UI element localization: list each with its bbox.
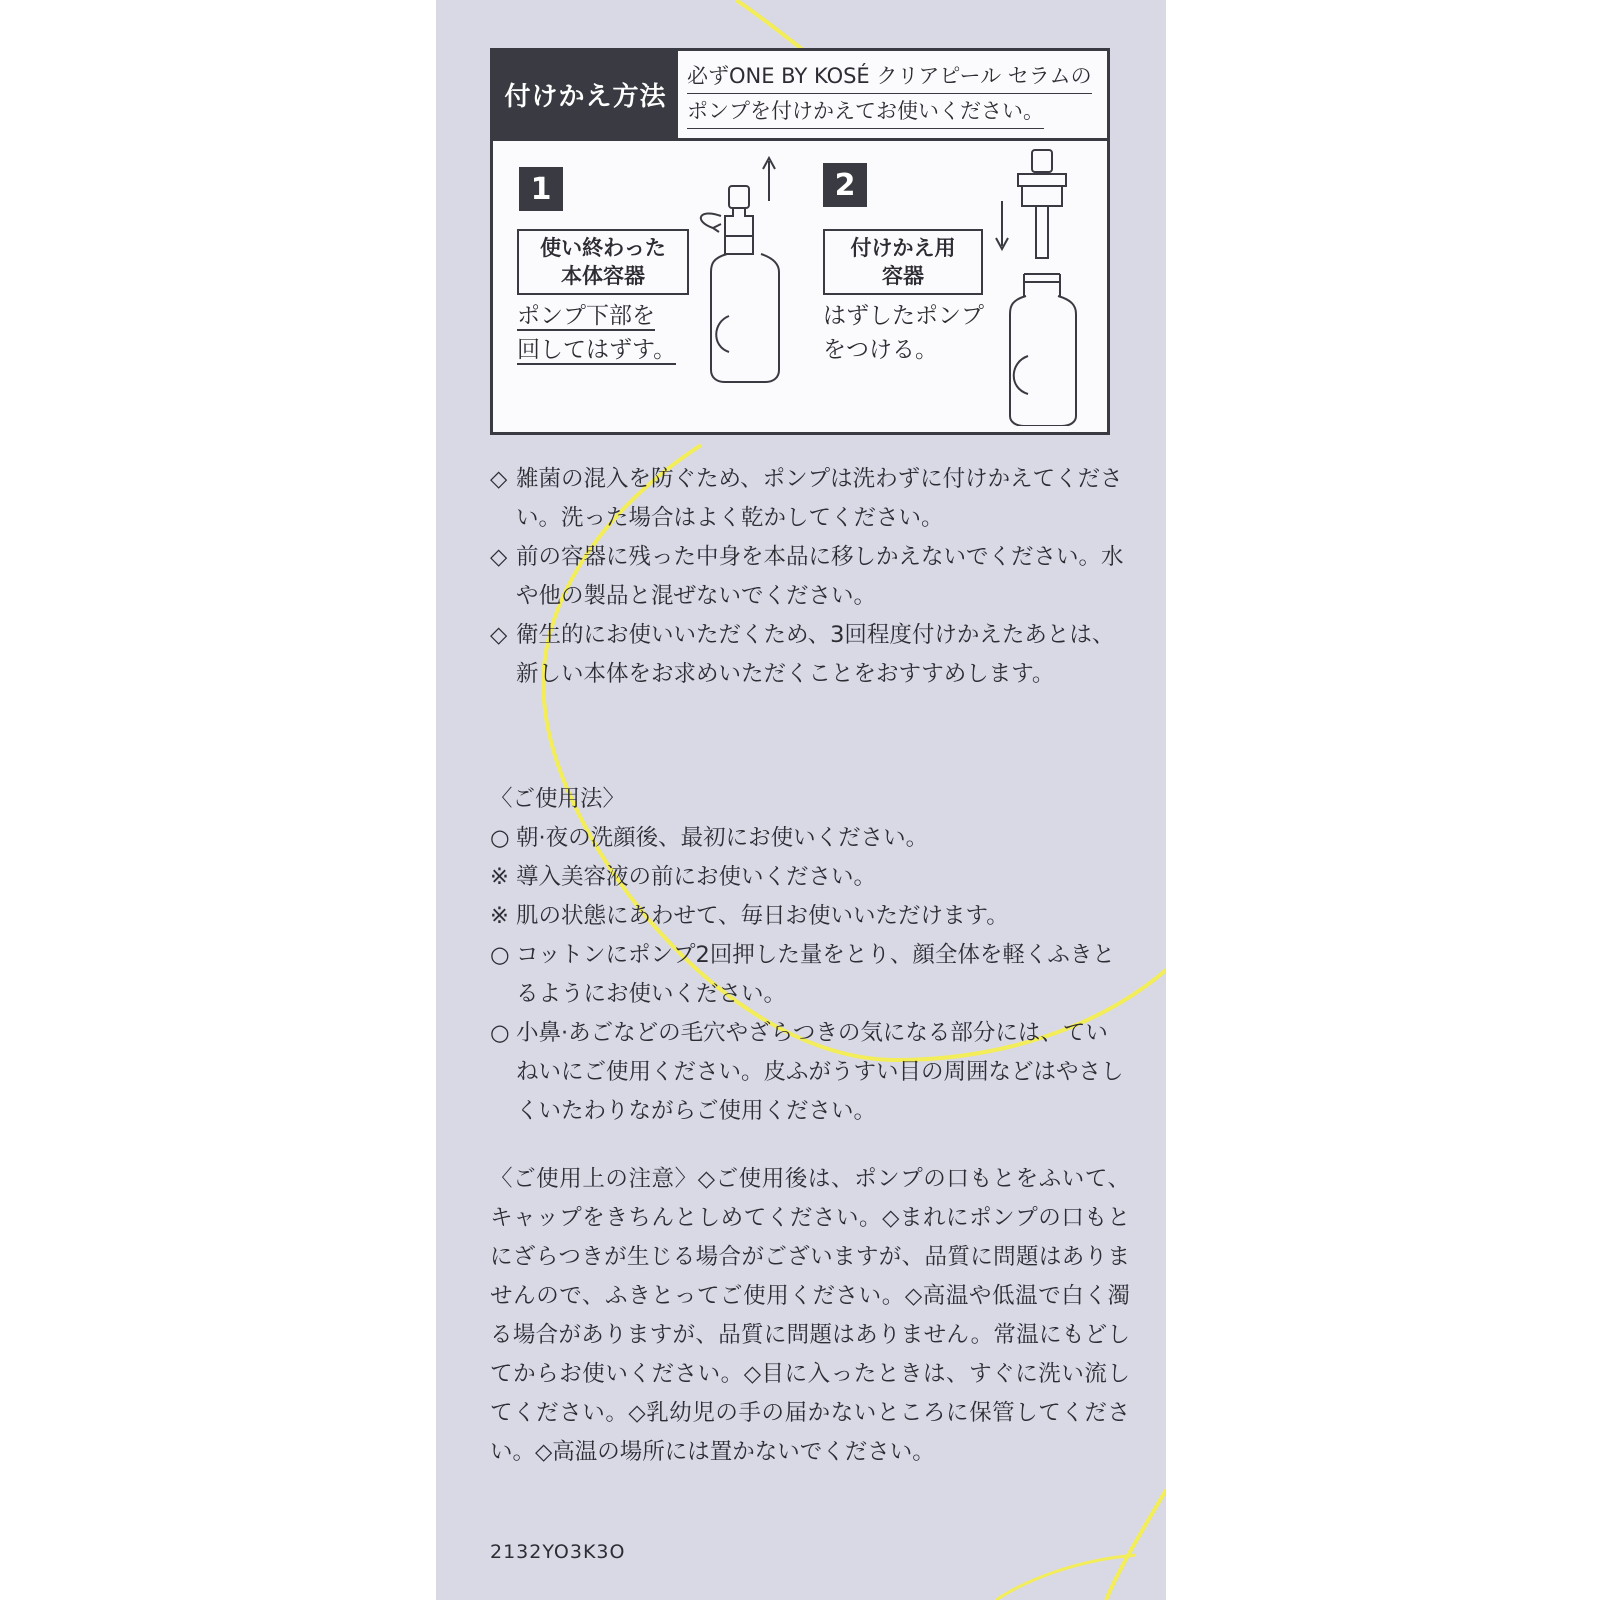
caution-list: [490, 460, 1130, 694]
usage-section: [490, 780, 1130, 1131]
usage-text-3: 肌の状態にあわせて、毎日お使いいただけます。: [516, 903, 1009, 929]
product-code: 2132YO3K3O: [490, 1541, 626, 1563]
caution-mark-2: ◇: [490, 544, 508, 570]
method-title: 付けかえ方法: [493, 51, 678, 138]
bottle-attach-pump-icon: [988, 146, 1098, 426]
step1-label: [517, 229, 689, 295]
step2-label-line2: 容器: [882, 264, 924, 288]
step1-number: 1: [519, 167, 563, 211]
method-divider: [493, 138, 1107, 141]
step2-number: 2: [823, 163, 867, 207]
method-note: [687, 59, 1107, 129]
step1-label-line1: 使い終わった: [540, 236, 666, 260]
step1-text-line2: 回してはずす。: [517, 337, 677, 363]
usage-item-2: [490, 858, 1130, 897]
usage-mark-1: ○: [490, 825, 510, 851]
usage-text-5: 小鼻·あごなどの毛穴やざらつきの気になる部分には、ていねいにご使用ください。皮ふがうすい目の周囲などはやさしくいたわりながらご使用ください。: [516, 1020, 1124, 1124]
caution-text-3: 衛生的にお使いいただくため、3回程度付けかえたあとは、新しい本体をお求めいただくことをおすすめします。: [516, 622, 1115, 687]
package-panel: [436, 0, 1166, 1600]
usage-item-4: [490, 936, 1130, 1014]
usage-mark-4: ○: [490, 942, 510, 968]
step1-label-line2: 本体容器: [561, 264, 645, 288]
caution-item-1: [490, 460, 1130, 538]
step2-text-line1: はずしたポンプ: [823, 303, 984, 329]
step2-text: [823, 299, 984, 367]
method-note-line2: ポンプを付けかえてお使いください。: [687, 94, 1044, 129]
caution-item-3: [490, 616, 1130, 694]
usage-item-1: [490, 819, 1130, 858]
replacement-method-box: [490, 48, 1110, 435]
usage-item-5: [490, 1014, 1130, 1131]
step1-text: [517, 299, 676, 367]
usage-mark-5: ○: [490, 1020, 510, 1046]
caution-text-2: 前の容器に残った中身を本品に移しかえないでください。水や他の製品と混ぜないでください。: [516, 544, 1124, 609]
precautions-paragraph: 〈ご使用上の注意〉◇ご使用後は、ポンプの口もとをふいて、キャップをきちんとしめてください。◇まれにポンプの口もとにざらつきが生じる場合がございますが、品質に問題はありませんので、ふきとってご使用ください。◇高温や低温で白く濁る場合がありますが、品質に問題はありません。常温にもどしてからお使いください。◇目に入ったときは、すぐに洗い流してください。◇乳幼児の手の届かないところに保管してください。◇高温の場所には置かないでください。: [490, 1166, 1130, 1465]
step1-text-line1: ポンプ下部を: [517, 303, 655, 329]
bottle-remove-pump-icon: [683, 146, 803, 386]
caution-mark-1: ◇: [490, 466, 508, 492]
usage-heading: 〈ご使用法〉: [490, 786, 626, 812]
step2-label-line1: 付けかえ用: [850, 236, 956, 260]
step2-label: [823, 229, 983, 295]
usage-item-3: [490, 897, 1130, 936]
step2-text-line2: をつける。: [823, 337, 938, 363]
usage-text-4: コットンにポンプ2回押した量をとり、顔全体を軽くふきとるようにお使いください。: [516, 942, 1115, 1007]
caution-mark-3: ◇: [490, 622, 508, 648]
usage-mark-3: ※: [490, 903, 509, 929]
usage-text-2: 導入美容液の前にお使いください。: [516, 864, 877, 890]
usage-mark-2: ※: [490, 864, 509, 890]
caution-text-1: 雑菌の混入を防ぐため、ポンプは洗わずに付けかえてください。洗った場合はよく乾かしてください。: [516, 466, 1123, 531]
caution-item-2: [490, 538, 1130, 616]
method-note-line1: 必ずONE BY KOSÉ クリアピール セラムの: [687, 59, 1092, 94]
usage-text-1: 朝·夜の洗顔後、最初にお使いください。: [516, 825, 929, 851]
